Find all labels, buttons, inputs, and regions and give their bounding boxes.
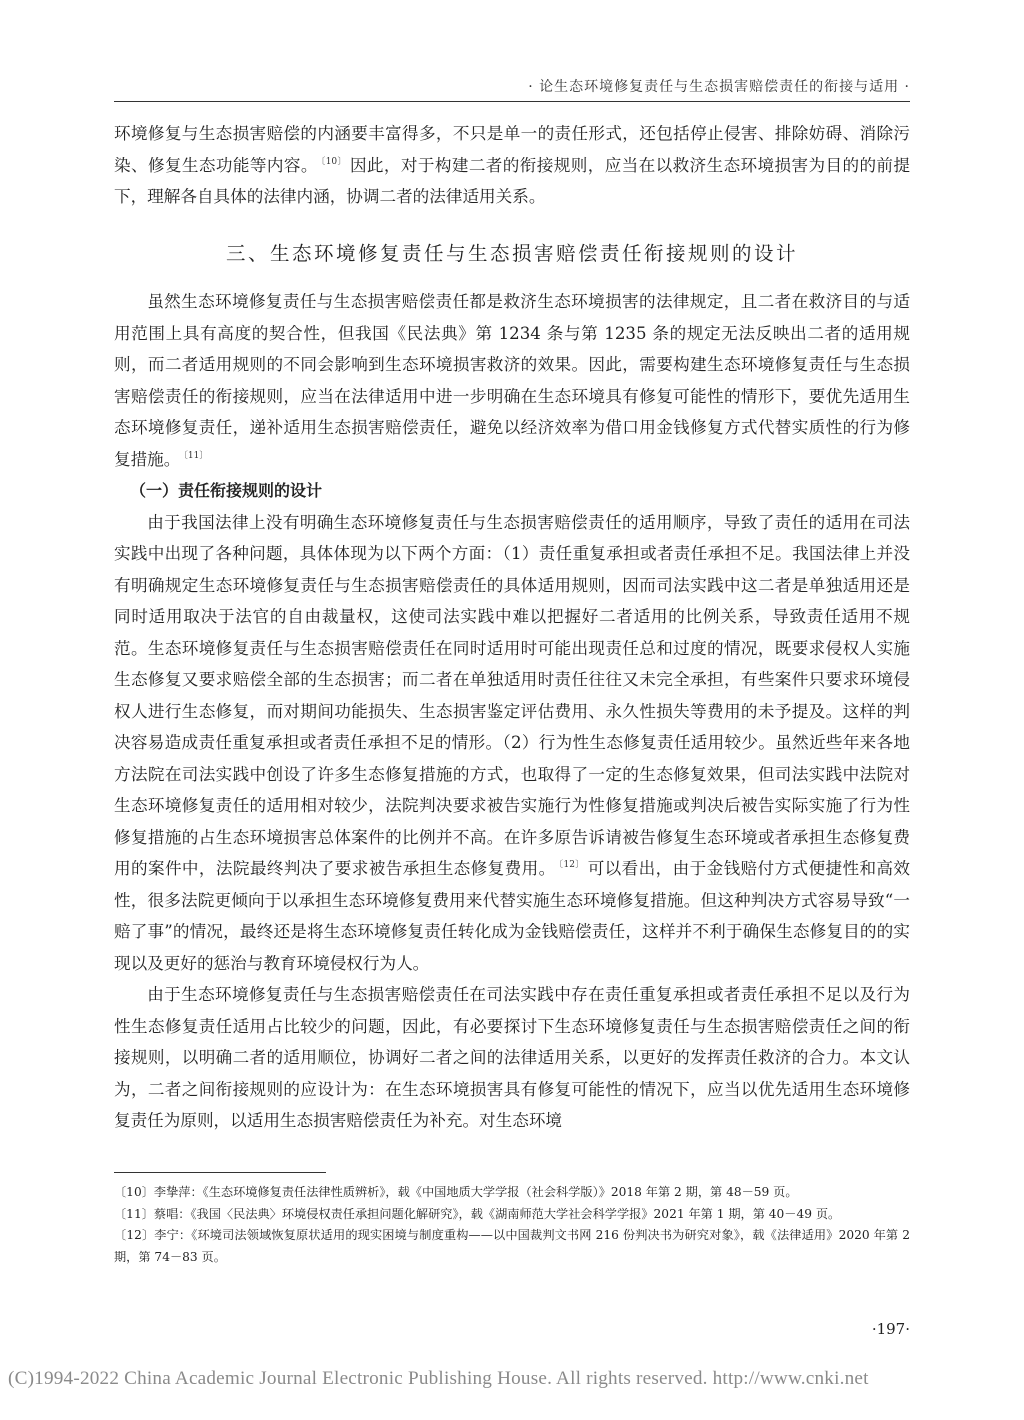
footnotes [114, 1182, 910, 1268]
page-number: ·197· [871, 1320, 910, 1338]
intro-text-a: 环境修复与生态损害赔偿的内涵要丰富得多，不只是单一的责任形式，还包括停止侵害、排除妨碍、消除污染、修复生态功能等内容。 [114, 124, 910, 175]
footnote-12: 〔12〕李宁：《环境司法领域恢复原状适用的现实困境与制度重构——以中国裁判文书网 216 份判决书为研究对象》，载《法律适用》2020 年第 2 期，第 74－83 页。 [114, 1228, 910, 1264]
intro-text-b: 因此，对于构建二者的衔接规则，应当在以救济生态环境损害为目的的前提下，理解各自具体的法律内涵，协调二者的法律适用关系。 [114, 155, 911, 206]
subheading: （一）责任衔接规则的设计 [130, 481, 323, 500]
footnote-11: 〔11〕蔡唱：《我国〈民法典〉环境侵权责任承担问题化解研究》，载《湖南师范大学社会科学学报》2021 年第 1 期，第 40－49 页。 [114, 1206, 841, 1221]
paragraph-1-text: 虽然生态环境修复责任与生态损害赔偿责任都是救济生态环境损害的法律规定，且二者在救济目的与适用范围上具有高度的契合性，但我国《民法典》第 1234 条与第 1235 条的规定无法反映出二者的适用规则，而二者适用规则的不同会影响到生态环境损害救济的效果。因此，需要构建生态环境修复责任与生态损害赔偿责任的衔接规则，应当在法律适用中进一步明确在生态环境具有修复可能性的情形下，要优先适用生态环境修复责任，递补适用生态损害赔偿责任，避免以经济效率为借口用金钱修复方式代替实质性的行为修复措施。 [114, 292, 910, 469]
main-body [114, 286, 910, 1137]
footnote-ref-10[interactable]: 〔10〕 [320, 156, 347, 167]
paragraph-2-text-b: 可以看出，由于金钱赔付方式便捷性和高效性，很多法院更倾向于以承担生态环境修复费用来代替实施生态环境修复措施。但这种判决方式容易导致“一赔了事”的情况，最终还是将生态环境修复责任转化成为金钱赔偿责任，这样并不利于确保生态修复目的的实现以及更好的惩治与教育环境侵权行为人。 [114, 859, 911, 973]
footnote-ref-11[interactable]: 〔11〕 [183, 450, 209, 461]
footnote-ref-12[interactable]: 〔12〕 [558, 860, 585, 871]
paragraph-1 [114, 286, 910, 475]
paragraph-2 [114, 507, 910, 980]
header-rule [114, 101, 910, 102]
footnote-10: 〔10〕李挚萍：《生态环境修复责任法律性质辨析》，载《中国地质大学学报（社会科学版）》2018 年第 2 期，第 48－59 页。 [114, 1185, 798, 1199]
intro-paragraph [114, 118, 910, 213]
paragraph-3: 由于生态环境修复责任与生态损害赔偿责任在司法实践中存在责任重复承担或者责任承担不足以及行为性生态修复责任适用占比较少的问题，因此，有必要探讨下生态环境修复责任与生态损害赔偿责任之间的衔接规则，以明确二者的适用顺位，协调好二者之间的法律适用关系，以更好的发挥责任救济的合力。本文认为，二者之间衔接规则的应设计为：在生态环境损害具有修复可能性的情况下，应当以优先适用生态环境修复责任为原则，以适用生态损害赔偿责任为补充。对生态环境 [114, 985, 910, 1130]
paragraph-2-text-a: 由于我国法律上没有明确生态环境修复责任与生态损害赔偿责任的适用顺序，导致了责任的适用在司法实践中出现了各种问题，具体体现为以下两个方面：（1）责任重复承担或者责任承担不足。我国法律上并没有明确规定生态环境修复责任与生态损害赔偿责任的具体适用规则，因而司法实践中这二者是单独适用还是同时适用取决于法官的自由裁量权，这使司法实践中难以把握好二者适用的比例关系，导致责任适用不规范。生态环境修复责任与生态损害赔偿责任在同时适用时可能出现责任总和过度的情况，既要求侵权人实施生态修复又要求赔偿全部的生态损害；而二者在单独适用时责任往往又未完全承担，有些案件只要求环境侵权人进行生态修复，而对期间功能损失、生态损害鉴定评估费用、永久性损失等费用的未予提及。这样的判决容易造成责任重复承担或者责任承担不足的情形。（2）行为性生态修复责任适用较少。虽然近些年来各地方法院在司法实践中创设了许多生态修复措施的方式，也取得了一定的生态修复效果，但司法实践中法院对生态环境修复责任的适用相对较少，法院判决要求被告实施行为性修复措施或判决后被告实际实施了行为性修复措施的占生态环境损害总体案件的比例并不高。在许多原告诉请被告修复生态环境或者承担生态修复费用的案件中，法院最终判决了要求被告承担生态修复费用。 [114, 512, 910, 878]
running-head: · 论生态环境修复责任与生态损害赔偿责任的衔接与适用 · [528, 79, 910, 95]
copyright-watermark: (C)1994-2022 China Academic Journal Electronic Publishing House. All rights reserved. http://www.cnki.net [8, 1368, 869, 1389]
footnote-rule [114, 1172, 326, 1173]
section-heading: 三、生态环境修复责任与生态损害赔偿责任衔接规则的设计 [225, 242, 798, 265]
